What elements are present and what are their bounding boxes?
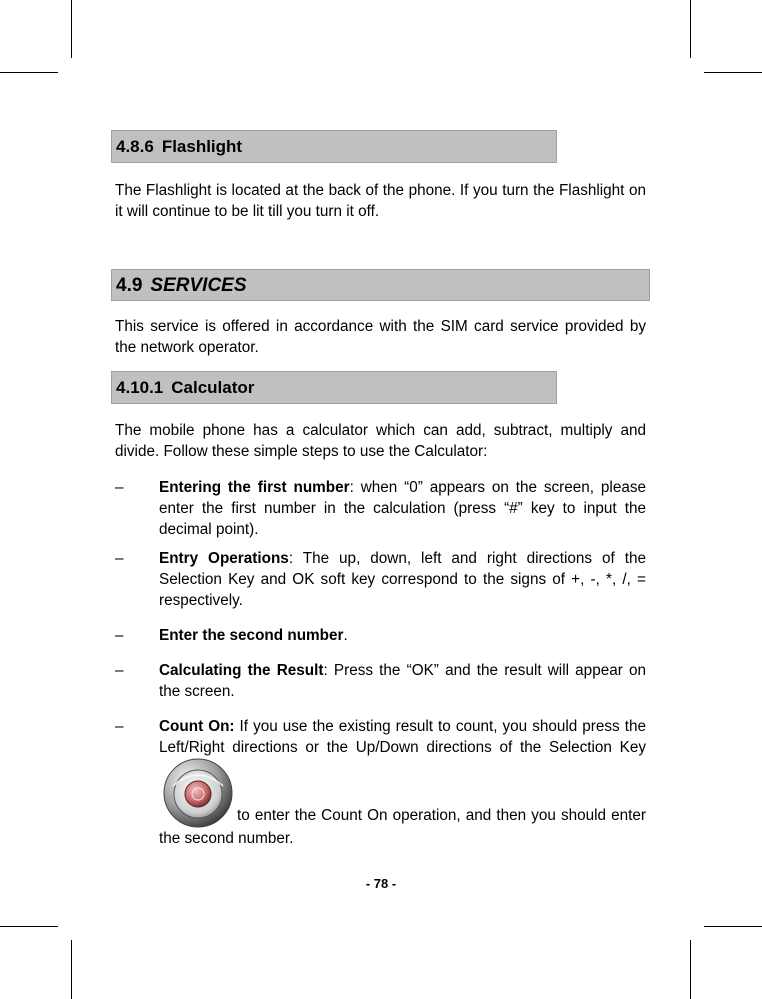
page-number: - 78 - — [365, 876, 397, 891]
flashlight-body: The Flashlight is located at the back of the phone. If you turn the Flashlight on it will continue to be lit till you turn it off. — [115, 182, 646, 220]
list-term: Entry Operations — [159, 550, 289, 567]
section-heading-calculator — [111, 371, 557, 404]
list-text: : Press the “OK” and the result will appear on the screen. — [159, 662, 646, 700]
crop-mark — [690, 0, 691, 58]
list-dash: – — [115, 550, 124, 567]
section-number: 4.10.1 — [116, 378, 164, 397]
list-term: Enter the second number — [159, 627, 344, 644]
list-text: : The up, down, left and right directions of the Selection Key and OK soft key correspond to the signs of +, -, *, /, = respectively. — [159, 550, 646, 609]
section-title: Calculator — [171, 378, 255, 397]
crop-mark — [71, 0, 72, 58]
crop-mark — [0, 926, 58, 927]
list-dash: – — [115, 718, 124, 735]
section-heading-services — [111, 269, 650, 301]
section-number: 4.9 — [116, 275, 143, 296]
calculator-intro: The mobile phone has a calculator which can add, subtract, multiply and divide. Follow these simple steps to use the Calculator: — [115, 422, 646, 460]
crop-mark — [704, 72, 762, 73]
list-dash: – — [115, 627, 124, 644]
list-term: Calculating the Result — [159, 662, 324, 679]
list-term: Count On: — [159, 718, 235, 735]
crop-mark — [0, 72, 58, 73]
list-dash: – — [115, 662, 124, 679]
list-text: : when “0” appears on the screen, please enter the first number in the calculation (press “#” key to input the decimal point). — [159, 479, 646, 538]
list-dash: – — [115, 479, 124, 496]
services-body: This service is offered in accordance with the SIM card service provided by the network operator. — [115, 318, 646, 356]
list-text: If you use the existing result to count, you should press the Left/Right directions or the Up/Down directions of the Selection Key — [159, 718, 646, 756]
crop-mark — [690, 940, 691, 999]
list-text: . — [343, 627, 348, 644]
selection-key-icon — [163, 758, 233, 828]
crop-mark — [71, 940, 72, 999]
section-title: Flashlight — [161, 137, 243, 156]
section-title: SERVICES — [150, 275, 247, 296]
section-heading-flashlight — [111, 130, 557, 163]
section-number: 4.8.6 — [116, 137, 154, 156]
list-term: Entering the first number — [159, 479, 350, 496]
list-text-after: to enter the Count On operation, and then you should enter the second number. — [159, 807, 646, 847]
crop-mark — [704, 926, 762, 927]
